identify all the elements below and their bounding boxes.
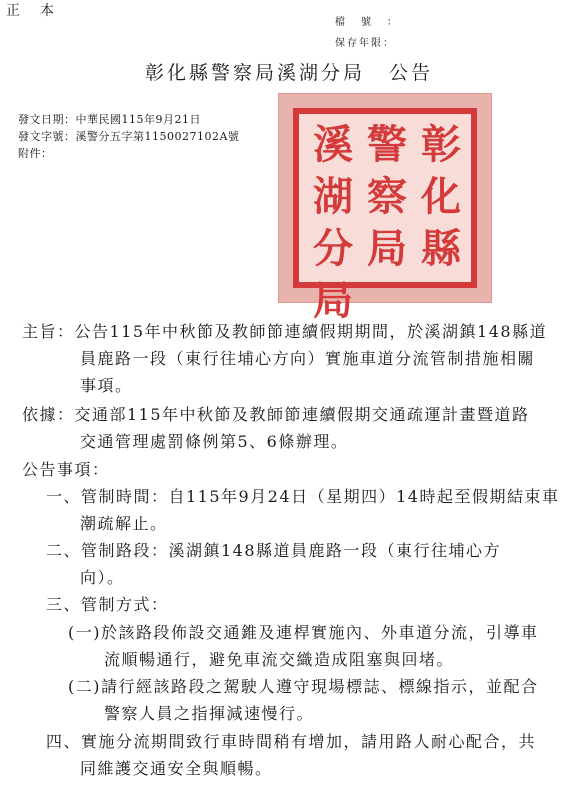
item-4-line-1: 四、實施分流期間致行車時間稍有增加，請用路人耐心配合，共	[46, 732, 537, 751]
seal-glyph: 縣	[421, 225, 461, 272]
item-3-2-line-1: (二)請行經該路段之駕駛人遵守現場標誌、標線指示，並配合	[68, 677, 539, 696]
notice-items-heading: 公告事項：	[22, 460, 110, 479]
document-number: 發文字號：溪警分五字第1150027102A號	[18, 130, 240, 143]
issuing-organization: 彰化縣警察局溪湖分局	[144, 62, 365, 84]
item-1-line-1: 一、管制時間：自115年9月24日（星期四）14時起至假期結束車	[46, 487, 560, 506]
official-seal-stamp	[278, 93, 492, 324]
attachment-label: 附件：	[18, 147, 53, 160]
item-2-line-1: 二、管制路段：溪湖鎮148縣道員鹿路一段（東行往埔心方	[46, 541, 502, 560]
seal-glyph: 彰	[421, 121, 461, 168]
document-title	[0, 58, 578, 85]
item-3-1-line-2: 流順暢通行，避免車流交織造成阻塞與回堵。	[104, 650, 455, 669]
seal-glyph: 分	[313, 225, 353, 272]
subject-line-1: 主旨：公告115年中秋節及教師節連續假期期間，於溪湖鎮148縣道	[22, 322, 548, 341]
seal-glyph: 局	[313, 277, 353, 324]
subject-line-3: 事項。	[80, 376, 133, 395]
retention-period-label: 保存年限：	[335, 38, 395, 49]
copy-label: 正本	[6, 3, 74, 19]
item-1-line-2: 潮疏解止。	[80, 514, 168, 533]
document-type: 公告	[389, 62, 434, 84]
seal-column-3	[307, 122, 359, 324]
archive-number-label: 檔號：	[335, 17, 413, 28]
item-2-line-2: 向）。	[80, 568, 125, 587]
issue-date: 發文日期：中華民國115年9月21日	[18, 113, 201, 126]
seal-glyph: 溪	[313, 121, 353, 168]
basis-line-1: 依據：交通部115年中秋節及教師節連續假期交通疏運計畫暨道路	[22, 405, 530, 424]
announcement-body	[0, 318, 578, 788]
basis-line-2: 交通管理處罰條例第5、6條辦理。	[80, 432, 349, 451]
item-3-1-line-1: (一)於該路段佈設交通錐及連桿實施內、外車道分流，引導車	[68, 623, 539, 642]
seal-glyph: 化	[421, 173, 461, 220]
seal-glyph: 察	[367, 173, 407, 220]
item-4-line-2: 同維護交通安全與順暢。	[80, 759, 273, 778]
seal-glyph: 局	[367, 225, 407, 272]
seal-column-1	[415, 122, 467, 272]
seal-border	[293, 108, 477, 324]
seal-glyph: 警	[367, 121, 407, 168]
item-3-heading: 三、管制方式：	[46, 595, 169, 614]
item-3-2-line-2: 警察人員之指揮減速慢行。	[104, 704, 315, 723]
seal-column-2	[361, 122, 413, 272]
seal-glyph: 湖	[313, 173, 353, 220]
subject-line-2: 員鹿路一段（東行往埔心方向）實施車道分流管制措施相關	[80, 349, 536, 368]
